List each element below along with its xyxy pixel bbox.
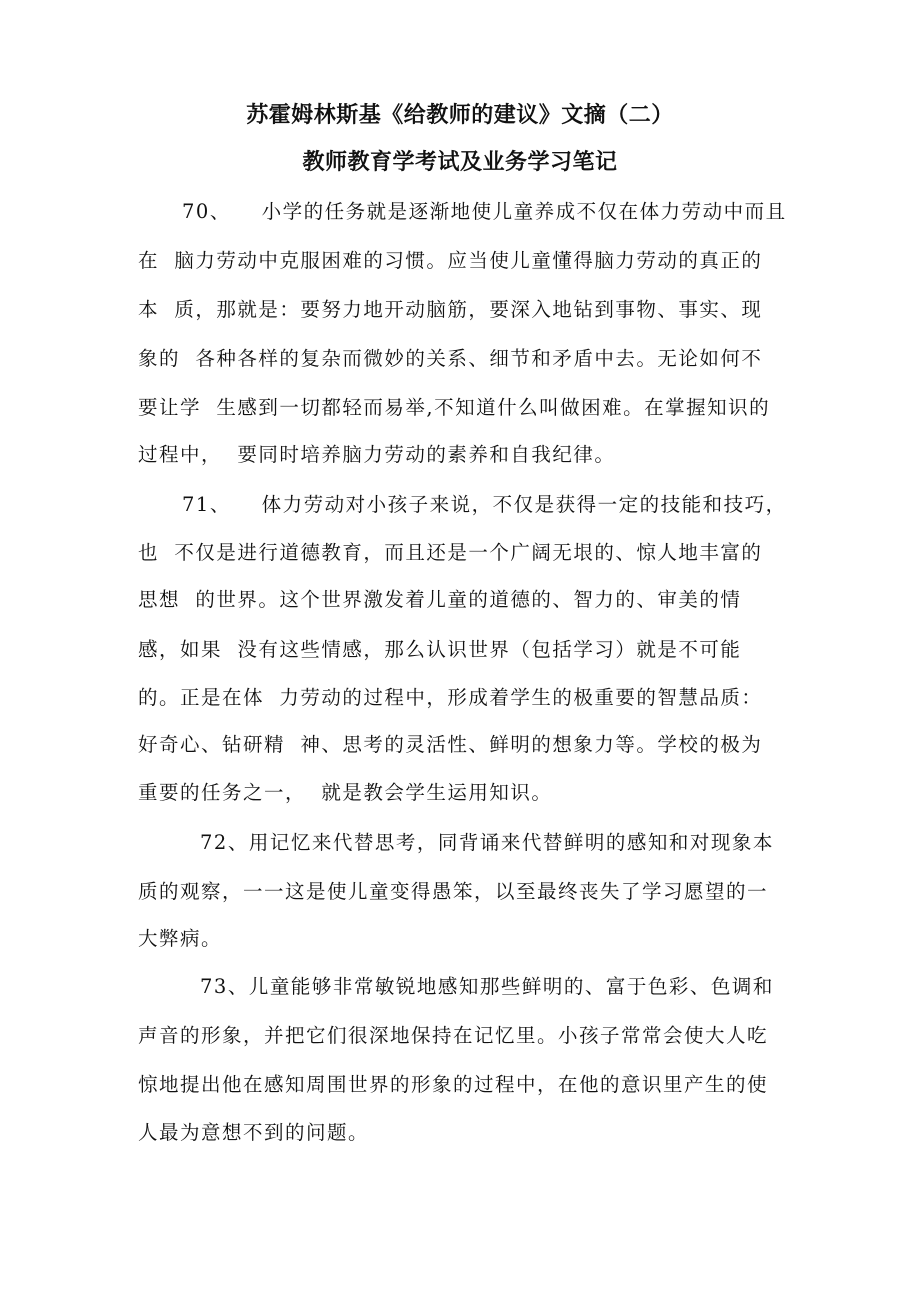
paragraph-72-line: 质的观察，一一这是使儿童变得愚笨，以至最终丧失了学习愿望的一 [138, 880, 769, 903]
paragraph-71-line: 好奇心、钻研精 神、思考的灵活性、鲜明的想象力等。学校的极为 [138, 733, 763, 756]
paragraph-70-line: 要让学 生感到一切都轻而易举,不知道什么叫做困难。在掌握知识的 [138, 396, 771, 419]
paragraph-73-line: 声音的形象，并把它们很深地保持在记忆里。小孩子常常会使大人吃 [138, 1024, 769, 1047]
paragraph-73-line: 73、儿童能够非常敏锐地感知那些鲜明的、富于色彩、色调和 [200, 975, 774, 998]
paragraph-70-line: 在 脑力劳动中克服困难的习惯。应当使儿童懂得脑力劳动的真正的 [138, 249, 763, 272]
paragraph-73-line: 人最为意想不到的问题。 [138, 1121, 370, 1144]
paragraph-71-line: 71、 体力劳动对小孩子来说，不仅是获得一定的技能和技巧， [182, 493, 787, 516]
paragraph-70-line: 70、 小学的任务就是逐渐地使儿童养成不仅在体力劳动中而且 [182, 200, 787, 223]
document-title: 苏霍姆林斯基《给教师的建议》文摘（二） [246, 102, 674, 128]
paragraph-72-line: 大弊病。 [138, 927, 223, 950]
paragraph-70-line: 过程中， 要同时培养脑力劳动的素养和自我纪律。 [138, 443, 616, 466]
paragraph-71-line: 感，如果 没有这些情感，那么认识世界（包括学习）就是不可能 [138, 638, 742, 661]
paragraph-72-line: 72、用记忆来代替思考，同背诵来代替鲜明的感知和对现象本 [200, 831, 774, 854]
paragraph-71-line: 的。正是在体 力劳动的过程中，形成着学生的极重要的智慧品质： [138, 686, 763, 709]
paragraph-71-line: 重要的任务之一， 就是教会学生运用知识。 [138, 781, 553, 804]
paragraph-70-line: 本 质，那就是：要努力地开动脑筋，要深入地钻到事物、事实、现 [138, 298, 763, 321]
paragraph-71-line: 思想 的世界。这个世界激发着儿童的道德的、智力的、审美的情 [138, 588, 742, 611]
paragraph-70-line: 象的 各种各样的复杂而微妙的关系、细节和矛盾中去。无论如何不 [138, 347, 763, 370]
document-subtitle: 教师教育学考试及业务学习笔记 [302, 149, 618, 175]
paragraph-71-line: 也 不仅是进行道德教育，而且还是一个广阔无垠的、惊人地丰富的 [138, 541, 763, 564]
paragraph-73-line: 惊地提出他在感知周围世界的形象的过程中，在他的意识里产生的使 [138, 1073, 769, 1096]
